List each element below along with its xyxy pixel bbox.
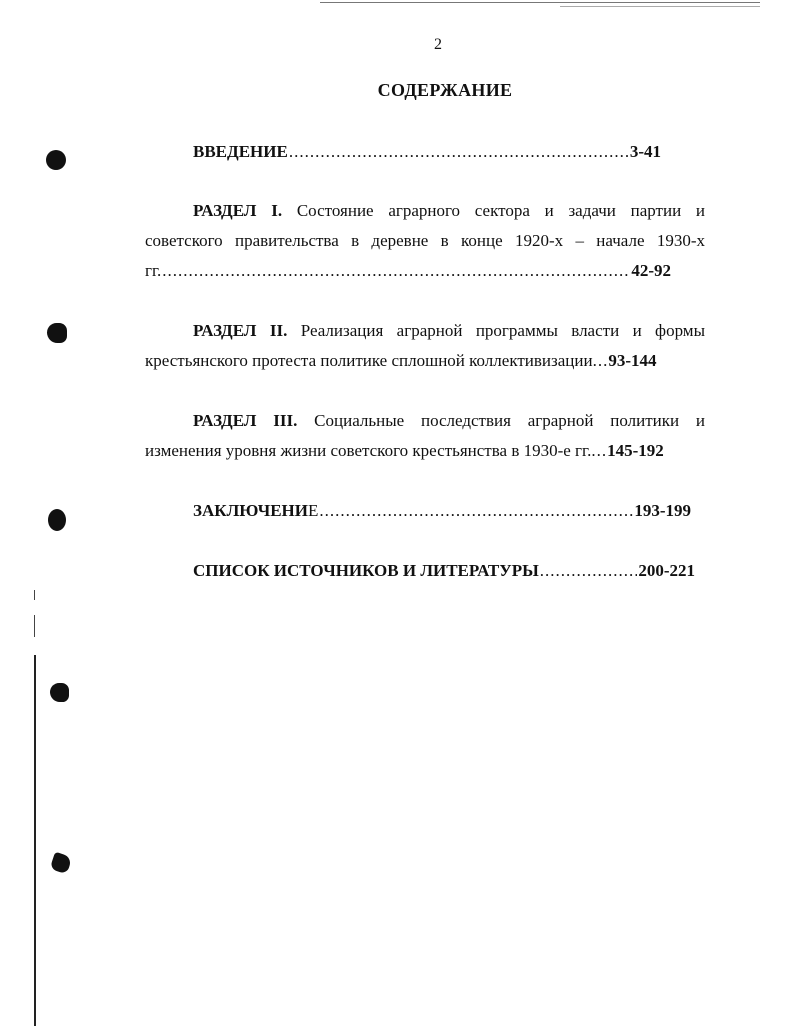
- toc-intro-pages: 3-41: [629, 142, 661, 161]
- toc-entry-section-2[interactable]: [145, 316, 705, 376]
- toc-section2-title-line1: Реализация аграрной программы власти и формы: [300, 321, 705, 340]
- binder-hole-mark: [48, 509, 66, 531]
- toc-section2-title-line2: крестьянского протеста политике сплошной коллективизации: [145, 351, 593, 370]
- page-title: СОДЕРЖАНИЕ: [377, 80, 513, 100]
- toc-sources-pages: 200-221: [638, 561, 695, 580]
- toc-intro-heading: ВВЕДЕНИЕ: [193, 142, 288, 161]
- toc-leader-dots: [540, 556, 638, 586]
- toc-conclusion-pages: 193-199: [634, 501, 691, 520]
- binder-hole-mark: [50, 683, 69, 702]
- toc-section3-title-line1: Социальные последствия аграрной политики и: [314, 411, 706, 430]
- scan-left-edge-line: [34, 655, 36, 1026]
- scan-left-tick-mark: [34, 615, 35, 637]
- toc-section1-title-line3: гг.: [145, 261, 162, 280]
- toc-leader-dots: ...: [591, 441, 608, 460]
- toc-section2-pages: 93-144: [608, 351, 657, 370]
- toc-section1-label: РАЗДЕЛ I.: [193, 201, 283, 220]
- toc-sources-heading: СПИСОК ИСТОЧНИКОВ И ЛИТЕРАТУРЫ: [193, 561, 539, 580]
- toc-entry-section-3[interactable]: [145, 406, 705, 466]
- binder-hole-mark: [46, 150, 66, 170]
- toc-entry-conclusion[interactable]: [145, 496, 705, 526]
- toc-section2-label: РАЗДЕЛ II.: [193, 321, 288, 340]
- toc-section1-pages: 42-92: [631, 261, 671, 280]
- scan-top-edge-line-2: [560, 6, 760, 7]
- toc-conclusion-heading-tail: Е: [308, 501, 319, 520]
- binder-hole-mark: [50, 852, 73, 875]
- binder-hole-mark: [47, 323, 67, 343]
- toc-section3-label: РАЗДЕЛ III.: [193, 411, 298, 430]
- scan-left-tick-mark: [34, 590, 35, 600]
- toc-leader-dots: [319, 496, 633, 526]
- toc-entry-section-1[interactable]: [145, 196, 705, 286]
- toc-entry-sources[interactable]: [145, 556, 705, 586]
- scan-top-edge-line: [320, 2, 760, 3]
- toc-section3-pages: 145-192: [607, 441, 664, 460]
- toc-leader-dots: ...: [592, 351, 609, 370]
- toc-section3-title-line2: изменения уровня жизни советского крестьянства в 1930-е гг.: [145, 441, 592, 460]
- toc-section1-title-line2: советского правительства в деревне в конце 1920-х – начале 1930-х: [145, 231, 705, 250]
- page-number: 2: [434, 36, 442, 53]
- toc-leader-dots: [162, 256, 630, 286]
- toc-leader-dots: [289, 137, 629, 167]
- toc-entry-intro[interactable]: [145, 137, 705, 167]
- toc-section1-title-line1: Состояние аграрного сектора и задачи партии и: [296, 201, 706, 220]
- toc-conclusion-heading: ЗАКЛЮЧЕНИ: [193, 501, 308, 520]
